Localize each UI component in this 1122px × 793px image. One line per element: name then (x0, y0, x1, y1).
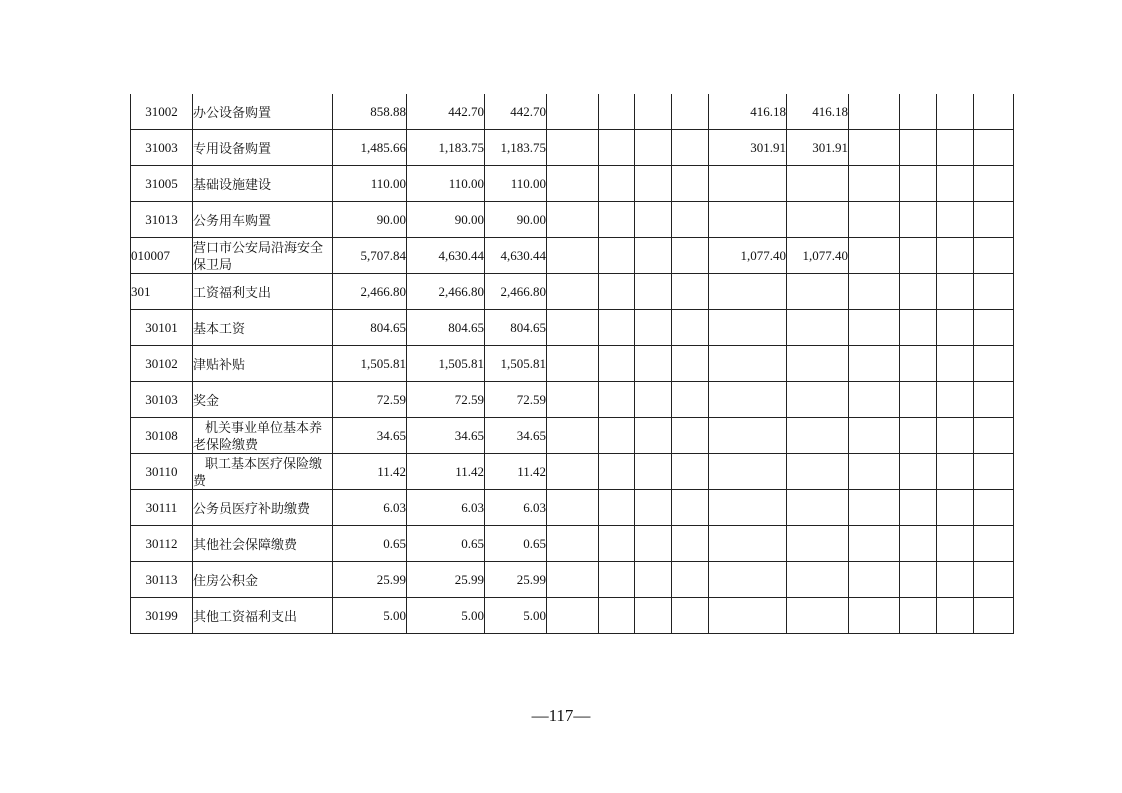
row-project-subtotal: 1,077.40 (709, 238, 787, 274)
row-empty-cell (635, 598, 672, 634)
row-basic-subtotal: 110.00 (407, 166, 485, 202)
row-empty-cell (635, 382, 672, 418)
row-basic-subtotal: 1,505.81 (407, 346, 485, 382)
row-empty-cell (672, 454, 709, 490)
row-total: 34.65 (333, 418, 407, 454)
row-basic-subtotal: 90.00 (407, 202, 485, 238)
row-basic-general: 1,505.81 (485, 346, 547, 382)
row-empty-cell (599, 274, 635, 310)
row-empty-cell (635, 346, 672, 382)
row-name: 奖金 (193, 382, 333, 418)
row-basic-general: 0.65 (485, 526, 547, 562)
row-empty-cell (849, 526, 900, 562)
row-basic-subtotal: 34.65 (407, 418, 485, 454)
row-project-subtotal (709, 454, 787, 490)
row-basic-general: 5.00 (485, 598, 547, 634)
row-basic-general: 72.59 (485, 382, 547, 418)
row-project-general (787, 418, 849, 454)
row-name: 工资福利支出 (193, 274, 333, 310)
row-empty-cell (599, 490, 635, 526)
row-project-general (787, 346, 849, 382)
table-row (131, 382, 1014, 418)
row-code: 30112 (131, 526, 193, 562)
row-empty-cell (672, 562, 709, 598)
row-code: 30199 (131, 598, 193, 634)
row-empty-cell (599, 382, 635, 418)
row-empty-cell (547, 130, 599, 166)
table-row (131, 526, 1014, 562)
row-project-general (787, 454, 849, 490)
row-code: 010007 (131, 238, 193, 274)
row-name: 津贴补贴 (193, 346, 333, 382)
row-empty-cell (672, 310, 709, 346)
row-basic-subtotal: 4,630.44 (407, 238, 485, 274)
row-empty-cell (849, 310, 900, 346)
row-project-subtotal (709, 490, 787, 526)
row-basic-general: 90.00 (485, 202, 547, 238)
row-empty-cell (849, 130, 900, 166)
row-empty-cell (635, 166, 672, 202)
row-total: 11.42 (333, 454, 407, 490)
row-empty-cell (974, 454, 1014, 490)
row-name: 其他社会保障缴费 (193, 526, 333, 562)
row-empty-cell (672, 526, 709, 562)
row-empty-cell (849, 418, 900, 454)
row-empty-cell (937, 274, 974, 310)
row-basic-subtotal: 0.65 (407, 526, 485, 562)
table-row (131, 310, 1014, 346)
row-empty-cell (672, 418, 709, 454)
row-empty-cell (849, 562, 900, 598)
row-project-general: 1,077.40 (787, 238, 849, 274)
row-code: 31003 (131, 130, 193, 166)
row-project-general (787, 562, 849, 598)
row-name (193, 418, 333, 454)
table-row (131, 418, 1014, 454)
row-empty-cell (974, 310, 1014, 346)
row-basic-subtotal: 442.70 (407, 94, 485, 130)
row-basic-general: 6.03 (485, 490, 547, 526)
row-project-general: 301.91 (787, 130, 849, 166)
row-empty-cell (672, 490, 709, 526)
row-empty-cell (635, 94, 672, 130)
row-empty-cell (635, 310, 672, 346)
row-project-subtotal (709, 526, 787, 562)
row-total: 110.00 (333, 166, 407, 202)
row-empty-cell (547, 526, 599, 562)
row-empty-cell (937, 310, 974, 346)
row-empty-cell (635, 418, 672, 454)
row-empty-cell (900, 346, 937, 382)
row-project-subtotal (709, 418, 787, 454)
table-row (131, 94, 1014, 130)
row-project-general (787, 382, 849, 418)
row-name: 住房公积金 (193, 562, 333, 598)
row-empty-cell (900, 562, 937, 598)
row-project-subtotal (709, 274, 787, 310)
row-empty-cell (547, 274, 599, 310)
row-project-subtotal (709, 562, 787, 598)
row-empty-cell (900, 418, 937, 454)
row-empty-cell (672, 94, 709, 130)
row-name-line2: 保卫局 (193, 256, 233, 272)
row-basic-subtotal: 5.00 (407, 598, 485, 634)
row-empty-cell (547, 94, 599, 130)
row-name: 公务员医疗补助缴费 (193, 490, 333, 526)
row-code: 30108 (131, 418, 193, 454)
row-empty-cell (937, 598, 974, 634)
row-empty-cell (974, 130, 1014, 166)
row-empty-cell (900, 274, 937, 310)
row-project-subtotal (709, 166, 787, 202)
row-total: 5,707.84 (333, 238, 407, 274)
table-row (131, 202, 1014, 238)
row-basic-general: 804.65 (485, 310, 547, 346)
row-total: 90.00 (333, 202, 407, 238)
row-empty-cell (547, 490, 599, 526)
row-basic-subtotal: 1,183.75 (407, 130, 485, 166)
row-empty-cell (974, 490, 1014, 526)
row-empty-cell (547, 598, 599, 634)
row-empty-cell (547, 166, 599, 202)
row-basic-general: 110.00 (485, 166, 547, 202)
row-empty-cell (635, 490, 672, 526)
row-empty-cell (672, 346, 709, 382)
row-empty-cell (599, 598, 635, 634)
row-basic-subtotal: 6.03 (407, 490, 485, 526)
row-empty-cell (974, 238, 1014, 274)
row-empty-cell (599, 202, 635, 238)
row-basic-general: 34.65 (485, 418, 547, 454)
row-empty-cell (937, 526, 974, 562)
row-name-line1: 职工基本医疗保险缴 (205, 455, 323, 471)
row-name-line1: 营口市公安局沿海安全 (193, 239, 324, 255)
row-code: 31013 (131, 202, 193, 238)
row-basic-subtotal: 2,466.80 (407, 274, 485, 310)
row-project-general: 416.18 (787, 94, 849, 130)
table-row (131, 238, 1014, 274)
row-empty-cell (599, 346, 635, 382)
row-empty-cell (547, 454, 599, 490)
row-empty-cell (974, 202, 1014, 238)
row-project-subtotal (709, 202, 787, 238)
row-name: 办公设备购置 (193, 94, 333, 130)
row-basic-subtotal: 72.59 (407, 382, 485, 418)
row-code: 30113 (131, 562, 193, 598)
row-basic-general: 25.99 (485, 562, 547, 598)
row-project-subtotal: 416.18 (709, 94, 787, 130)
row-basic-general: 4,630.44 (485, 238, 547, 274)
row-total: 72.59 (333, 382, 407, 418)
row-empty-cell (547, 202, 599, 238)
row-empty-cell (599, 310, 635, 346)
row-empty-cell (849, 202, 900, 238)
row-empty-cell (900, 130, 937, 166)
row-code: 30111 (131, 490, 193, 526)
row-empty-cell (937, 202, 974, 238)
table-row (131, 166, 1014, 202)
row-empty-cell (849, 382, 900, 418)
row-project-subtotal (709, 310, 787, 346)
row-basic-general: 1,183.75 (485, 130, 547, 166)
row-empty-cell (849, 94, 900, 130)
row-empty-cell (547, 418, 599, 454)
row-basic-general: 442.70 (485, 94, 547, 130)
row-empty-cell (900, 310, 937, 346)
row-project-general (787, 274, 849, 310)
row-empty-cell (974, 94, 1014, 130)
row-name-line2: 老保险缴费 (193, 436, 259, 452)
row-empty-cell (849, 490, 900, 526)
row-empty-cell (900, 454, 937, 490)
row-empty-cell (599, 526, 635, 562)
row-empty-cell (672, 238, 709, 274)
row-code: 30110 (131, 454, 193, 490)
row-name: 专用设备购置 (193, 130, 333, 166)
row-project-general (787, 490, 849, 526)
row-empty-cell (937, 454, 974, 490)
row-empty-cell (937, 346, 974, 382)
row-empty-cell (974, 526, 1014, 562)
row-empty-cell (547, 310, 599, 346)
budget-table (130, 94, 1014, 634)
row-empty-cell (937, 382, 974, 418)
page-number: —117— (531, 706, 591, 725)
row-name (193, 454, 333, 490)
row-basic-general: 2,466.80 (485, 274, 547, 310)
table-row (131, 598, 1014, 634)
row-empty-cell (974, 598, 1014, 634)
row-total: 858.88 (333, 94, 407, 130)
row-name: 基础设施建设 (193, 166, 333, 202)
table-row (131, 562, 1014, 598)
row-name (193, 238, 333, 274)
row-empty-cell (547, 562, 599, 598)
row-total: 6.03 (333, 490, 407, 526)
row-empty-cell (672, 130, 709, 166)
row-name: 其他工资福利支出 (193, 598, 333, 634)
row-empty-cell (849, 274, 900, 310)
row-name: 公务用车购置 (193, 202, 333, 238)
row-total: 1,485.66 (333, 130, 407, 166)
row-empty-cell (900, 490, 937, 526)
row-empty-cell (547, 346, 599, 382)
row-empty-cell (635, 274, 672, 310)
row-empty-cell (937, 166, 974, 202)
row-name: 基本工资 (193, 310, 333, 346)
row-name-line2: 费 (193, 472, 207, 488)
row-empty-cell (849, 454, 900, 490)
row-empty-cell (900, 598, 937, 634)
row-empty-cell (974, 274, 1014, 310)
row-empty-cell (672, 202, 709, 238)
table-row (131, 490, 1014, 526)
row-total: 804.65 (333, 310, 407, 346)
row-empty-cell (900, 238, 937, 274)
table-row (131, 274, 1014, 310)
row-code: 30102 (131, 346, 193, 382)
row-empty-cell (672, 382, 709, 418)
table-row (131, 346, 1014, 382)
row-empty-cell (849, 166, 900, 202)
row-empty-cell (900, 202, 937, 238)
row-empty-cell (849, 238, 900, 274)
table-row (131, 130, 1014, 166)
row-project-general (787, 202, 849, 238)
row-empty-cell (672, 274, 709, 310)
row-empty-cell (635, 130, 672, 166)
row-total: 2,466.80 (333, 274, 407, 310)
row-empty-cell (937, 418, 974, 454)
row-code: 31005 (131, 166, 193, 202)
row-project-general (787, 310, 849, 346)
row-empty-cell (635, 454, 672, 490)
row-empty-cell (974, 562, 1014, 598)
row-empty-cell (849, 598, 900, 634)
row-basic-subtotal: 25.99 (407, 562, 485, 598)
row-empty-cell (974, 418, 1014, 454)
row-empty-cell (672, 598, 709, 634)
row-basic-subtotal: 11.42 (407, 454, 485, 490)
row-empty-cell (547, 382, 599, 418)
row-empty-cell (599, 454, 635, 490)
row-total: 0.65 (333, 526, 407, 562)
row-empty-cell (937, 562, 974, 598)
row-empty-cell (599, 418, 635, 454)
row-project-general (787, 166, 849, 202)
row-empty-cell (599, 238, 635, 274)
row-project-general (787, 598, 849, 634)
row-basic-subtotal: 804.65 (407, 310, 485, 346)
row-empty-cell (937, 130, 974, 166)
row-code: 30101 (131, 310, 193, 346)
row-empty-cell (937, 94, 974, 130)
row-empty-cell (900, 382, 937, 418)
row-empty-cell (900, 166, 937, 202)
row-empty-cell (937, 490, 974, 526)
row-empty-cell (599, 130, 635, 166)
row-empty-cell (974, 166, 1014, 202)
row-name-line1: 机关事业单位基本养 (205, 419, 323, 435)
row-empty-cell (849, 346, 900, 382)
row-total: 25.99 (333, 562, 407, 598)
row-empty-cell (974, 346, 1014, 382)
row-empty-cell (547, 238, 599, 274)
row-code: 31002 (131, 94, 193, 130)
row-code: 30103 (131, 382, 193, 418)
row-empty-cell (635, 202, 672, 238)
row-total: 5.00 (333, 598, 407, 634)
row-code: 301 (131, 274, 193, 310)
row-project-subtotal: 301.91 (709, 130, 787, 166)
row-empty-cell (937, 238, 974, 274)
row-empty-cell (974, 382, 1014, 418)
row-project-subtotal (709, 598, 787, 634)
row-empty-cell (599, 166, 635, 202)
row-project-general (787, 526, 849, 562)
row-empty-cell (599, 94, 635, 130)
table-body (131, 94, 1014, 634)
row-project-subtotal (709, 382, 787, 418)
row-project-subtotal (709, 346, 787, 382)
row-empty-cell (635, 238, 672, 274)
row-empty-cell (900, 526, 937, 562)
row-empty-cell (635, 526, 672, 562)
row-empty-cell (599, 562, 635, 598)
row-empty-cell (635, 562, 672, 598)
row-basic-general: 11.42 (485, 454, 547, 490)
row-empty-cell (900, 94, 937, 130)
row-empty-cell (672, 166, 709, 202)
table-row (131, 454, 1014, 490)
row-total: 1,505.81 (333, 346, 407, 382)
